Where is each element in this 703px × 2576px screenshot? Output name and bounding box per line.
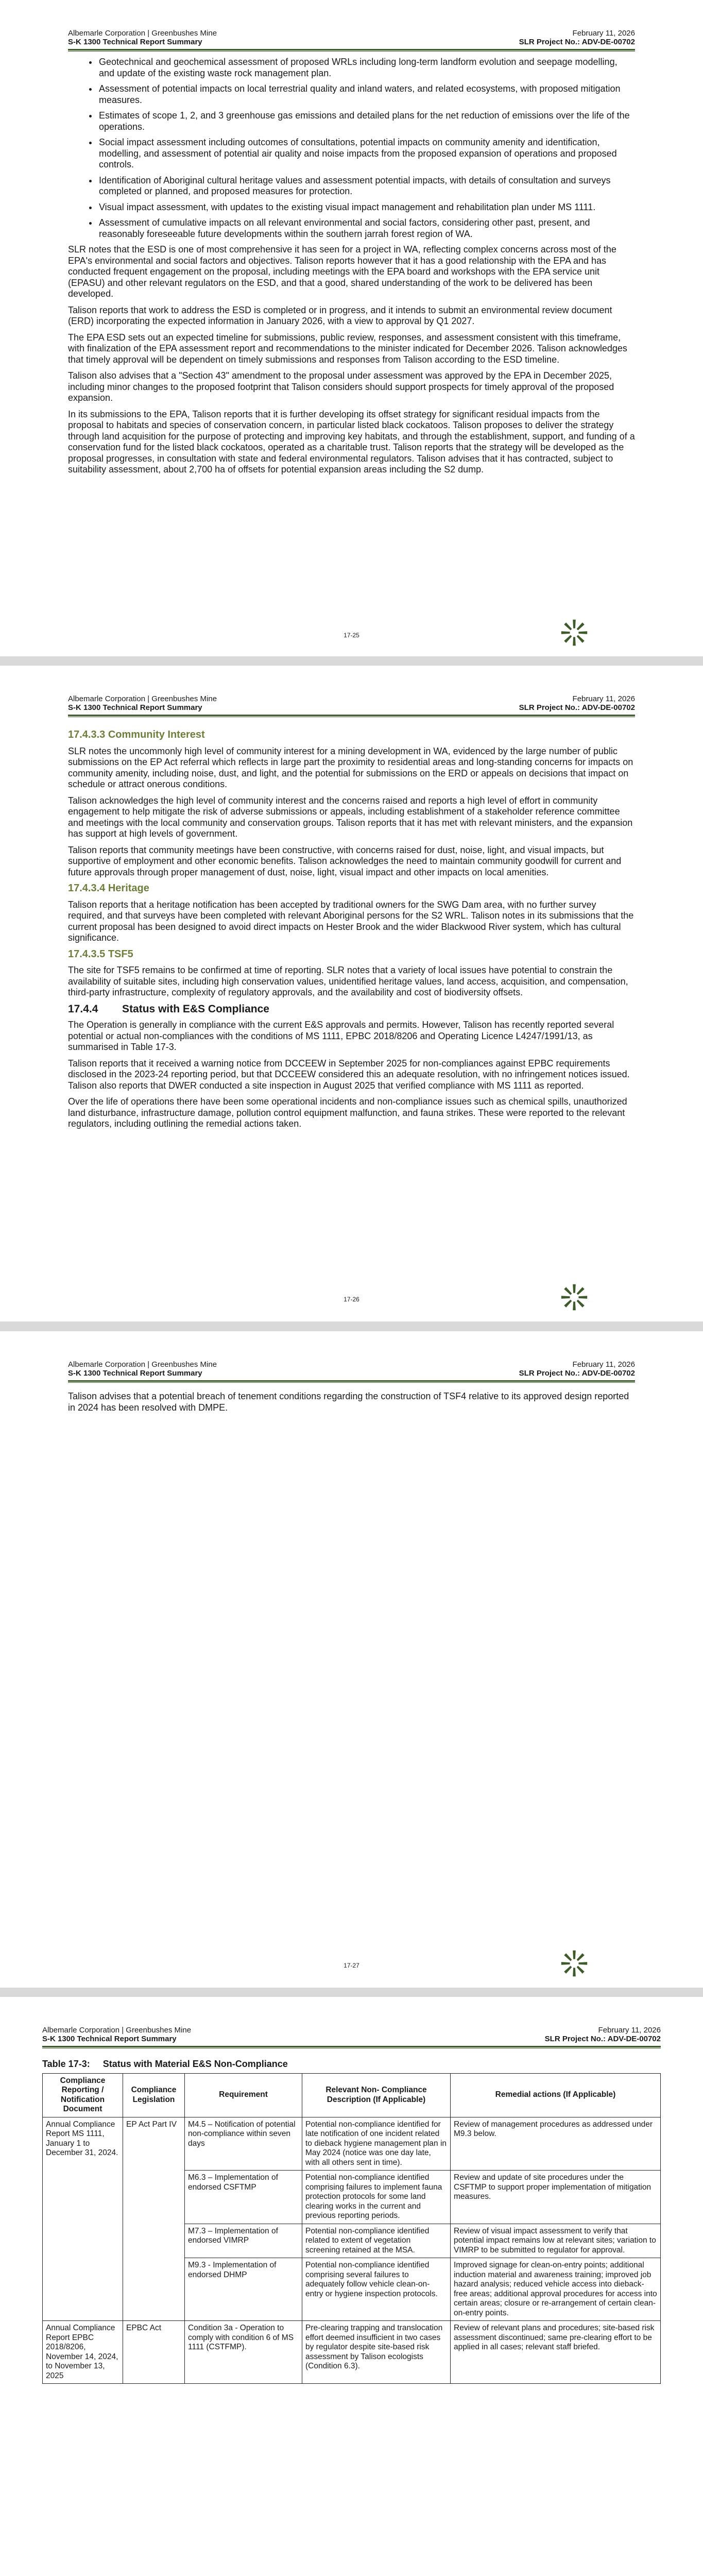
page-17-25 [0,0,703,656]
table-cell-description: Potential non-compliance identified related to extent of vegetation screening retained at the MSA. [302,2224,451,2258]
slr-logo-icon [560,1283,589,1312]
page-header [42,2026,661,2046]
paragraph: In its submissions to the EPA, Talison reports that it is further developing its offset strategy for significant residual impacts from the proposal to habitats and species of conservation concern, in particular listed black cockatoos. Talison proposes to deliver the strategy through land acquisition for the purpose of protecting and improving key habitats, and through the establishment, support, and funding of a conservation fund for the listed black cockatoos, operated as a charitable trust. Talison reports that the strategy will be developed as the proposal progresses, in consultation with state and federal environmental regulators. Talison advises that it has contracted, subject to suitability assessment, about 2,700 ha of offsets for potential expansion areas including the S2 dump. [68,409,635,474]
paragraph: Talison reports that it received a warning notice from DCCEEW in September 2025 for non-compliances against EPBC requirements disclosed in the 2023-24 reporting period, but that DCCEEW considered this an adequate resolution, with no infringement notices issued. Talison also reports that DWER conducted a site inspection in August 2025 that verified compliance with MS 1111 as reported. [68,1058,630,1091]
table-cell-document: Annual Compliance Report EPBC 2018/8206, November 14, 2024, to November 13, 2025 [43,2321,123,2384]
column-header: Compliance Legislation [123,2073,185,2117]
paragraph: Talison advises that a potential breach of tenement conditions regarding the construction of TSF4 relative to its approved design reported in 2024 has been resolved with DMPE. [68,1391,629,1413]
paragraph: Talison also advises that a "Section 43" amendment to the proposal under assessment was approved by the EPA in December 2025, including minor changes to the proposed footprint that Talison considers should support prospects for timely approval of the proposed expansion. [68,370,614,403]
header-project: SLR Project No.: ADV-DE-00702 [519,1369,635,1378]
page-body [42,2057,661,2384]
section-heading-heritage: 17.4.3.4 Heritage [68,883,149,894]
header-project: SLR Project No.: ADV-DE-00702 [544,2035,661,2043]
header-report: S-K 1300 Technical Report Summary [68,38,202,46]
section-heading-tsf5: 17.4.3.5 TSF5 [68,948,133,960]
header-date: February 11, 2026 [598,2026,661,2035]
bullet-item: • Assessment of potential impacts on local terrestrial quality and inland waters, and related ecosystems, with proposed mitigation measures. [98,83,635,106]
table-cell-remedial: Improved signage for clean-on-entry points; additional induction material and awareness training; improved job hazard analysis; reduced vehicle access into dieback-free areas; additional approval procedures for access into certain areas; closure or re-arrangement of certain clean-on-entry points. [451,2258,661,2321]
header-company: Albemarle Corporation | Greenbushes Mine [68,1360,217,1369]
page-17-28 [0,1997,703,2576]
bullet-item: • Estimates of scope 1, 2, and 3 greenhouse gas emissions and detailed plans for the net reduction of emissions over the life of the operations. [98,110,635,132]
table-caption: Table 17-3: Status with Material E&S Non-Compliance [42,2059,288,2069]
paragraph: The EPA ESD sets out an expected timeline for submissions, public review, responses, and assessment consistent with this timeframe, with finalization of the EPA assessment report and recommendations to the minister indicated for December 2026. Talison acknowledges that timely approval will be dependent on timely submissions and responses from Talison according to the ESD timeline. [68,332,627,365]
page-body [68,725,635,1135]
table-row [43,2117,661,2171]
paragraph: SLR notes the uncommonly high level of community interest for a mining development in WA, evidenced by the large number of public submissions on the EP Act referral which reflects in large part the proximity to residential areas and long-standing concerns for impacts on community amenity, including noise, dust, and light, and the potential for submissions on the ERD or appeals on decisions that impact on schedule or attract onerous conditions. [68,745,633,789]
header-report: S-K 1300 Technical Report Summary [42,2035,177,2043]
header-date: February 11, 2026 [572,694,635,703]
table-cell-requirement: M7.3 – Implementation of endorsed VIMRP [185,2224,302,2258]
page-header [68,29,635,49]
page-17-26 [0,666,703,1321]
slr-logo-icon [560,1949,589,1978]
header-project: SLR Project No.: ADV-DE-00702 [519,703,635,712]
table-cell-document: Annual Compliance Report MS 1111, January 1 to December 31, 2024. [43,2117,123,2321]
column-header: Remedial actions (If Applicable) [451,2073,661,2117]
header-report: S-K 1300 Technical Report Summary [68,703,202,712]
paragraph: Over the life of operations there have been some operational incidents and non-compliance issues such as chemical spills, unauthorized land disturbance, infrastructure damage, pollution control equipment malfunction, and fauna strikes. These were reported to the relevant regulators, including outlining the remedial actions taken. [68,1096,627,1129]
paragraph: SLR notes that the ESD is one of most comprehensive it has seen for a project in WA, reflecting complex concerns across most of the EPA's environmental and social factors and objectives. Talison reports however that it has a good relationship with the EPA and has conducted frequent engagement on the proposal, including meetings with the EPA board and workshops with the EPA service unit (EPASU) and other relevant regulators on the ESD, and that a good, shared understanding of the work to be delivered has been developed. [68,244,616,299]
header-project: SLR Project No.: ADV-DE-00702 [519,38,635,46]
header-company: Albemarle Corporation | Greenbushes Mine [42,2026,192,2035]
header-date: February 11, 2026 [572,1360,635,1369]
table-cell-description: Potential non-compliance identified comprising several failures to adequately follow vehicle clean-on-entry or hygiene inspection protocols. [302,2258,451,2321]
page-body [68,57,635,481]
section-heading-es-compliance: 17.4.4 Status with E&S Compliance [68,1003,269,1015]
page-17-27 [0,1331,703,1988]
column-header: Relevant Non- Compliance Description (If Applicable) [302,2073,451,2117]
table-header-row [43,2073,661,2117]
table-cell-description: Pre-clearing trapping and translocation effort deemed insufficient in two cases by regulator despite site-based risk assessment by Talison ecologists (Condition 6.3). [302,2321,451,2384]
paragraph: Talison acknowledges the high level of community interest and the concerns raised and reports a high level of effort in community engagement to help mitigate the risk of adverse submissions or appeals, including establishment of a stakeholder reference committee and meetings with the local community and conservation groups. Talison reports that it has met with relevant ministers, and the expansion has support at high levels of government. [68,795,633,839]
table-cell-remedial: Review and update of site procedures under the CSFTMP to support proper implementation of mitigation measures. [451,2171,661,2224]
paragraph: Talison reports that a heritage notification has been accepted by traditional owners for the SWG Dam area, with no further survey required, and that surveys have been completed with relevant Aboriginal persons for the S2 WRL. Talison notes in its submissions that the current proposal has been designed to avoid direct impacts on Hester Brook and the wider Blackwood River system, which has cultural significance. [68,899,634,943]
table-row [43,2321,661,2384]
section-heading-community-interest: 17.4.3.3 Community Interest [68,729,205,740]
table-cell-legislation: EP Act Part IV [123,2117,185,2321]
table-cell-requirement: M6.3 – Implementation of endorsed CSFTMP [185,2171,302,2224]
bullet-list [98,57,635,240]
column-header: Compliance Reporting / Notification Document [43,2073,123,2117]
bullet-item: • Social impact assessment including outcomes of consultations, potential impacts on community amenity and identification, modelling, and assessment of potential air quality and noise impacts from the proposed expansion of operations and proposed controls. [98,137,635,171]
header-rule [42,2046,661,2048]
page-number: 17-27 [344,1962,359,1969]
header-rule [68,715,635,717]
page-number: 17-26 [344,1296,359,1303]
table-cell-remedial: Review of visual impact assessment to verify that potential impact remains low at relevant sites; variation to VIMRP to be submitted to regulator for approval. [451,2224,661,2258]
table-cell-requirement: M9.3 - Implementation of endorsed DHMP [185,2258,302,2321]
paragraph: The site for TSF5 remains to be confirmed at time of reporting. SLR notes that a variety of local issues have potential to constrain the availability of suitable sites, including high conservation values, unidentified heritage values, land access, acquisition, and compensation, third-party infrastructure, complexity of regulatory approvals, and the availability and cost of biodiversity offsets. [68,965,628,997]
header-report: S-K 1300 Technical Report Summary [68,1369,202,1378]
header-company: Albemarle Corporation | Greenbushes Mine [68,29,217,38]
table-cell-requirement: Condition 3a - Operation to comply with condition 6 of MS 1111 (CSTFMP). [185,2321,302,2384]
page-body [68,1391,635,1418]
table-cell-description: Potential non-compliance identified comprising failures to implement fauna protection protocols for some land clearing works in the current and previous reporting periods. [302,2171,451,2224]
table-cell-description: Potential non-compliance identified for late notification of one incident related to dieback hygiene management plan in May 2024 (notice was one day late, with all others sent in time). [302,2117,451,2171]
table-cell-remedial: Review of relevant plans and procedures; site-based risk assessment discontinued; same pre-clearing effort to be applied in all cases; relevant staff briefed. [451,2321,661,2384]
page-header [68,694,635,715]
page-number: 17-25 [344,632,359,639]
table-cell-requirement: M4.5 – Notification of potential non-compliance within seven days [185,2117,302,2171]
bullet-item: • Identification of Aboriginal cultural heritage values and assessment potential impacts, with details of consultation and surveys completed or planned, and proposed measures for protection. [98,175,635,197]
bullet-item: • Geotechnical and geochemical assessment of proposed WRLs including long-term landform evolution and seepage modelling, and update of the existing waste rock management plan. [98,57,635,79]
paragraph: Talison reports that work to address the ESD is completed or in progress, and it intends to submit an environmental review document (ERD) incorporating the expected information in January 2026, with a view to approval by Q1 2027. [68,304,612,326]
paragraph: Talison reports that community meetings have been constructive, with concerns raised for dust, noise, light, and visual impacts, but supportive of employment and other economic benefits. Talison acknowledges the need to maintain community goodwill for current and future approvals through proper management of dust, noise, light, visual impact and other impacts on local amenities. [68,844,622,877]
header-rule [68,49,635,52]
column-header: Requirement [185,2073,302,2117]
header-date: February 11, 2026 [572,29,635,38]
noncompliance-table [42,2073,661,2384]
paragraph: The Operation is generally in compliance with the current E&S approvals and permits. However, Talison has recently reported several potential or actual non-compliances with the conditions of MS 1111, EPBC 2018/8206 and Operating Licence L4247/1991/13, as summarised in Table 17-3. [68,1020,614,1052]
bullet-item: • Visual impact assessment, with updates to the existing visual impact management and rehabilitation plan under MS 1111. [98,202,635,213]
header-rule [68,1380,635,1383]
header-company: Albemarle Corporation | Greenbushes Mine [68,694,217,703]
slr-logo-icon [560,618,589,647]
bullet-item: • Assessment of cumulative impacts on all relevant environmental and social factors, considering other past, present, and reasonably foreseeable future developments within the southern jarrah forest region of WA. [98,217,635,240]
table-cell-remedial: Review of management procedures as addressed under M9.3 below. [451,2117,661,2171]
page-header [68,1360,635,1381]
table-cell-legislation: EPBC Act [123,2321,185,2384]
